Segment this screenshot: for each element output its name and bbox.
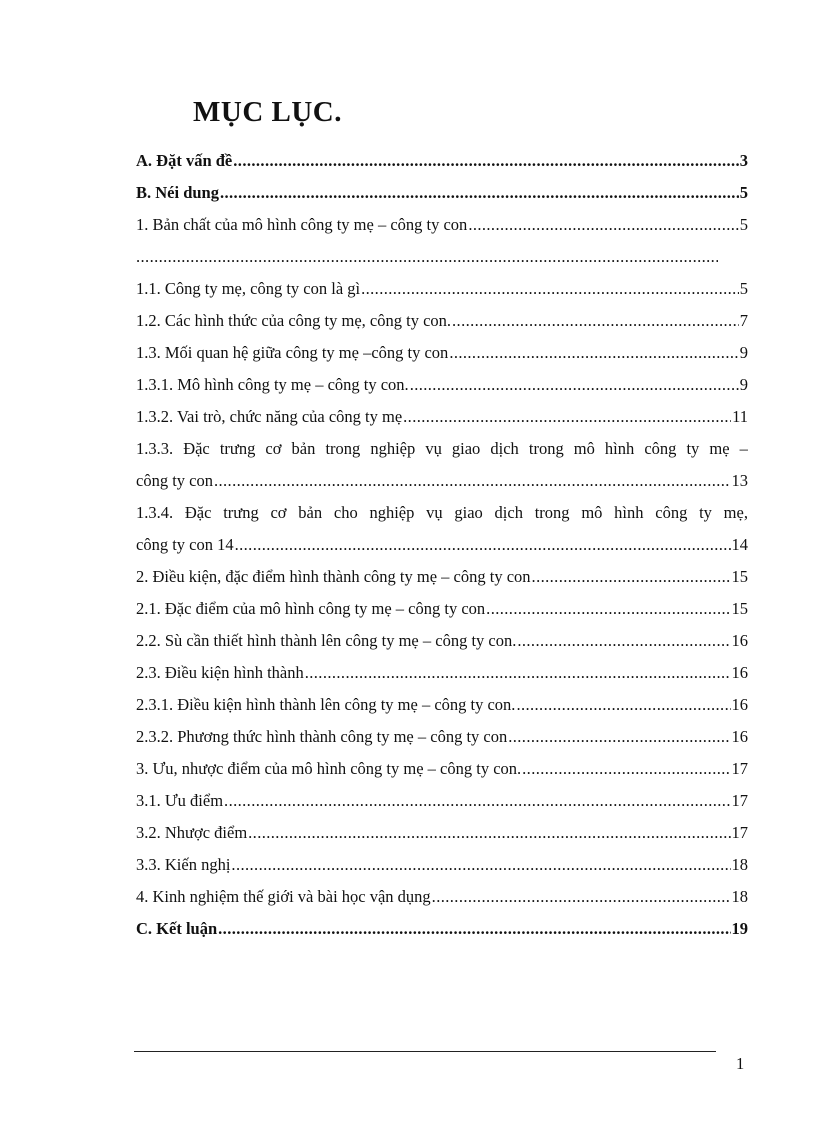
toc-page-number: 11	[732, 407, 748, 426]
toc-label-line2: công ty con 14	[136, 535, 234, 554]
toc-leader-dots	[220, 177, 739, 209]
toc-entry-1-2[interactable]	[136, 305, 748, 337]
toc-entry-1-3-4[interactable]	[136, 497, 748, 561]
toc-page-number: 16	[731, 727, 748, 746]
toc-label: 3. Ưu, nhược điểm của mô hình công ty mẹ – công ty con.	[136, 759, 522, 778]
toc-page-number: 7	[739, 311, 748, 330]
toc-entry-3-2[interactable]	[136, 817, 748, 849]
toc-leader-dots	[508, 721, 730, 753]
toc-entry-4[interactable]	[136, 881, 748, 913]
toc-entry-1-3[interactable]	[136, 337, 748, 369]
toc-entry-2-3[interactable]	[136, 657, 748, 689]
toc-entry-3-1[interactable]	[136, 785, 748, 817]
toc-page-number: 17	[731, 791, 748, 810]
toc-leader-dots	[218, 913, 730, 945]
toc-entry-1-1[interactable]	[136, 273, 748, 305]
toc-entry-a[interactable]	[136, 145, 748, 177]
toc-leader-dots	[486, 593, 730, 625]
table-of-contents	[136, 145, 748, 945]
toc-label-line1: 1.3.3. Đặc trưng cơ bản trong nghiệp vụ giao dịch trong mô hình công ty mẹ –	[136, 439, 748, 458]
toc-label-line1: 1.3.4. Đặc trưng cơ bản cho nghiệp vụ giao dịch trong mô hình công ty mẹ,	[136, 503, 748, 522]
toc-label: 1.1. Công ty mẹ, công ty con là gì	[136, 279, 361, 298]
toc-page-number: 5	[739, 183, 748, 202]
toc-leader-dots	[403, 401, 731, 433]
toc-label: 2.3. Điều kiện hình thành	[136, 663, 304, 682]
page-title: MỤC LỤC.	[193, 96, 342, 128]
toc-label: C. Kết luận	[136, 919, 218, 938]
toc-page-number: 16	[731, 663, 748, 682]
toc-label: 2.1. Đặc điểm của mô hình công ty mẹ – công ty con	[136, 599, 486, 618]
toc-page-number: 5	[739, 215, 748, 234]
toc-entry-2-3-1[interactable]	[136, 689, 748, 721]
toc-leader-dots	[522, 753, 730, 785]
toc-label: 3.1. Ưu điểm	[136, 791, 224, 810]
toc-label: 1.3.1. Mô hình công ty mẹ – công ty con.	[136, 375, 409, 394]
toc-leader-dots	[231, 849, 730, 881]
toc-label: B. Néi dung	[136, 183, 219, 202]
toc-leader-dots	[305, 657, 731, 689]
toc-entry-2-2[interactable]	[136, 625, 748, 657]
toc-entry-1-3-2[interactable]	[136, 401, 748, 433]
toc-leader-dots	[361, 273, 739, 305]
toc-leader-dots	[248, 817, 730, 849]
toc-label: 1.3. Mối quan hệ giữa công ty mẹ –công ty con	[136, 343, 449, 362]
toc-label: 2.3.2. Phương thức hình thành công ty mẹ – công ty con	[136, 727, 508, 746]
toc-label-line2: công ty con	[136, 471, 213, 490]
toc-leader-dots	[214, 465, 731, 497]
toc-label: 2.3.1. Điều kiện hình thành lên công ty mẹ – công ty con.	[136, 695, 516, 714]
toc-entry-1-3-3[interactable]	[136, 433, 748, 497]
toc-label: 3.2. Nhược điểm	[136, 823, 248, 842]
toc-entry-1-3-1[interactable]	[136, 369, 748, 401]
toc-label: 4. Kinh nghiệm thế giới và bài học vận dụng	[136, 887, 431, 906]
toc-page-number: 17	[731, 759, 748, 778]
toc-leader-dots	[516, 689, 730, 721]
toc-leader-dots	[452, 305, 739, 337]
toc-page-number: 14	[731, 535, 748, 554]
toc-entry-b[interactable]	[136, 177, 748, 209]
toc-entry-3[interactable]	[136, 753, 748, 785]
toc-entry-2-1[interactable]	[136, 593, 748, 625]
toc-leader-dots	[410, 369, 739, 401]
toc-entry-c[interactable]	[136, 913, 748, 945]
toc-label: 2.2. Sù cần thiết hình thành lên công ty mẹ – công ty con.	[136, 631, 517, 650]
toc-leader-dots	[432, 881, 731, 913]
toc-leader-dots	[468, 209, 738, 241]
toc-page-number: 9	[739, 375, 748, 394]
toc-entry-2[interactable]	[136, 561, 748, 593]
toc-page-number: 15	[731, 567, 748, 586]
toc-leader-dots	[532, 561, 731, 593]
toc-page-number: 18	[731, 855, 748, 874]
toc-page-number: 17	[731, 823, 748, 842]
toc-page-number: 5	[739, 279, 748, 298]
toc-page-number: 3	[739, 151, 748, 170]
toc-leader-dots	[224, 785, 730, 817]
toc-page-number: 19	[731, 919, 748, 938]
toc-label: 1. Bản chất của mô hình công ty mẹ – công ty con	[136, 215, 468, 234]
toc-page-number: 15	[731, 599, 748, 618]
page-number: 1	[736, 1054, 745, 1073]
toc-page-number: 9	[739, 343, 748, 362]
toc-label: 1.2. Các hình thức của công ty mẹ, công ty con.	[136, 311, 452, 330]
toc-leader-dots	[449, 337, 738, 369]
toc-leader-dots	[136, 241, 718, 273]
toc-label: A. Đặt vấn đề	[136, 151, 233, 170]
footer-divider	[134, 1051, 716, 1052]
toc-dotted-line	[136, 241, 748, 273]
toc-leader-dots	[235, 529, 731, 561]
toc-page-number: 18	[731, 887, 748, 906]
toc-page-number: 16	[731, 631, 748, 650]
toc-page-number: 13	[731, 471, 748, 490]
toc-entry-2-3-2[interactable]	[136, 721, 748, 753]
toc-label: 1.3.2. Vai trò, chức năng của công ty mẹ	[136, 407, 403, 426]
toc-entry-3-3[interactable]	[136, 849, 748, 881]
toc-entry-1[interactable]	[136, 209, 748, 241]
toc-label: 2. Điều kiện, đặc điểm hình thành công ty mẹ – công ty con	[136, 567, 531, 586]
toc-label: 3.3. Kiến nghị	[136, 855, 231, 874]
toc-leader-dots	[233, 145, 738, 177]
toc-page-number: 16	[731, 695, 748, 714]
toc-leader-dots	[517, 625, 730, 657]
